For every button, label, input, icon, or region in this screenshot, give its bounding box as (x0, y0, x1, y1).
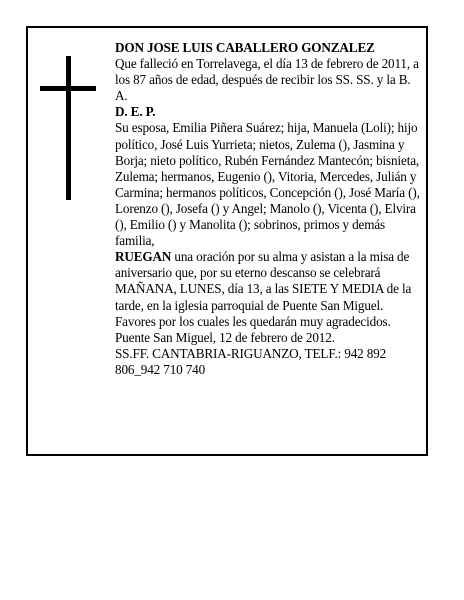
request-text: una oración por su alma y asistan a la misa de aniversario que, por su eterno descanso se celebrará MAÑANA, LUNES, día 13, a las SIETE Y MEDIA de la tarde, en la iglesia parroquial de Puente San Miguel. Favores por los cuales les quedarán muy agradecidos. (115, 249, 412, 329)
cross-icon (40, 56, 96, 200)
cross-vertical-bar (66, 56, 71, 200)
death-info: Que falleció en Torrelavega, el día 13 de febrero de 2011, a los 87 años de edad, después de recibir los SS. SS. y la B. A. (115, 56, 419, 104)
request-lead: RUEGAN (115, 249, 172, 265)
deceased-name: DON JOSE LUIS CABALLERO GONZALEZ (115, 40, 375, 55)
request-paragraph (115, 249, 421, 329)
notice-text (115, 40, 421, 378)
family-list: Su esposa, Emilia Piñera Suárez; hija, Manuela (Loli); hijo político, José Luis Yurrieta; nietos, Zulema (), Jasmina y Borja; nieto político, Rubén Fernández Mantecón; bisnieta, Zulema; hermanos, Eugenio (), Vitoria, Mercedes, Julián y Carmina; hermanos políticos, Concepción (), José María (), Lorenzo (), Josefa () y Angel; Manolo (), Vicenta (), Elvira (), Emilio () y Manolita (); sobrinos, primos y demás familia, (115, 120, 420, 249)
funeral-home: SS.FF. CANTABRIA-RIGUANZO, TELF.: 942 892 806_942 710 740 (115, 345, 387, 377)
cross-horizontal-bar (40, 86, 96, 91)
place-date: Puente San Miguel, 12 de febrero de 2012. (115, 329, 335, 345)
obituary-notice (26, 26, 428, 456)
dep-line: D. E. P. (115, 104, 156, 120)
